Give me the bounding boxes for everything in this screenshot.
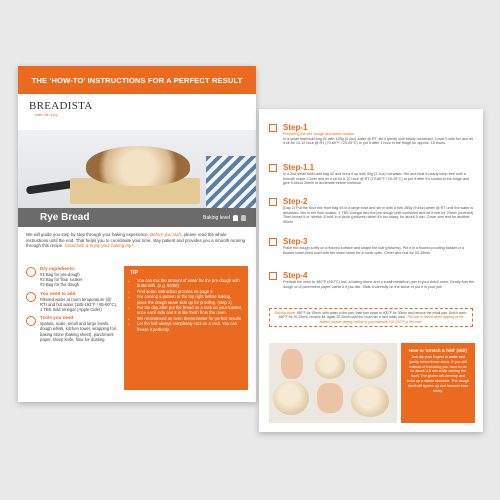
- tip-item: • Find some instruction pictures on page 3: [137, 289, 242, 294]
- baking-note: [269, 308, 473, 327]
- dough-image: [315, 353, 345, 379]
- brand-tagline: bake. life. a joy: [35, 113, 58, 117]
- step-checkbox[interactable]: [269, 238, 277, 246]
- step-1: [269, 123, 475, 146]
- brand-logo: [28, 100, 93, 124]
- step-3: [269, 237, 475, 255]
- recipe-title: Rye Bread: [40, 212, 90, 223]
- tip-box: [124, 266, 248, 390]
- dry-ingredient-item: #2 Bag for flour soaker: [40, 277, 83, 283]
- header-banner: [18, 66, 256, 94]
- step-1-1: [269, 163, 475, 186]
- stretch-fold-text: Just dip your fingers in water and gently follow these steps. If you still instead of kneading you have to do for about 4-5 min while circling the bowl. The gluten will develop and build up a stable structure. The dough itself will tighten up and become less sticky.: [407, 355, 469, 393]
- tip-item: • For carving a pattern at the top right before baking, place the dough seam side up for proofing. (step 3): [137, 294, 242, 305]
- step-text: In a small bowl add bag #1 with 125g (4.4oz) water @ RT, stir it gently until totally combined. Cover it with foil and let it sit for 10-12 hour @ RT (70-80°F / 20-25°C) or put it after 1 hour in the fridge for approx. 10 hours.: [283, 136, 473, 146]
- logo-letter: B: [29, 100, 37, 112]
- step-text: (Day 2) Put the flour mix from bag #3 in a large bowl and stir in with a fork 280g (9.8oz) water @ RT until the water is absorbed. Mix in the flour soaker, 1 TBS Vinegar and the pre-dough until combined and let it rest for 20min (covered). Then knead it or 'stretch & fold' in a circle (pictures) when it's too sticky, for about 5 min. Cover and rest for another 90min.: [283, 206, 475, 224]
- tools-section: [26, 315, 118, 342]
- step-subtitle: Preparing the pre-dough and water-soaker: [283, 132, 355, 136]
- brand-name: READISTA: [36, 100, 93, 112]
- whisk-icon: [26, 316, 36, 326]
- chef-hat-icon: [241, 215, 246, 221]
- dough-image: [351, 385, 389, 417]
- tip-list: [130, 278, 242, 332]
- bread-photo: [18, 130, 256, 208]
- step-2: [269, 197, 475, 224]
- step-text: In a 2nd small bowl add bag #2 and brew it up with 90g (3.2oz) hot water. Stir and beat it nearly lump-free until a smooth mash. Cover and let it sit for 6-10 hour @ RT (70-80°F / 20-25°C) or put it after it's cooled in the fridge and give it about 30min to acclimate before continue.: [283, 172, 470, 186]
- step-checkbox[interactable]: [269, 272, 277, 280]
- tip-item: • For the day after put the bread on a rack on your toaster, once each side and it is like fresh from the oven.: [137, 305, 242, 316]
- water-drop-icon: [26, 292, 36, 302]
- step-title: Step-2: [283, 197, 308, 206]
- ingredients-column: [26, 266, 118, 345]
- hand-image: [281, 349, 303, 379]
- tip-item: • Let the ball always completely cool on a rack. You can freeze it perfectly.: [137, 321, 242, 332]
- wheat-icon: [26, 267, 36, 277]
- tools-heading: Tools you need: [40, 315, 74, 321]
- step-title: Step-1: [283, 123, 308, 132]
- stretch-fold-heading: How to 'stretch & fold' (ski!): [409, 348, 467, 353]
- you-need-section: [26, 291, 118, 313]
- baking-note-tail: The loaf is baked when tapping at the bottom sounds deeply hollow or you measure 190-210°F in the core.: [319, 315, 464, 324]
- baking-note-lead: Baking stone:: [275, 311, 296, 315]
- step-checkbox[interactable]: [269, 164, 277, 172]
- step-text: Preheat the oven to 480°F (240°C) incl. a baking stone and a small metal/iron pan in your dutch oven. Gently turn the dough on a parchment paper, carve it if you like. Slide it carefully on the stone or put it in your pot!: [283, 280, 475, 289]
- intro-text: We will guide you step by step through your baking experience. Before you start, please read the whole instructions until the end. That helps you to coordinate your time, stay patient and provides you a smooth running through this recipe. Good luck & enjoy your baking trip!: [26, 232, 246, 249]
- dry-ingredient-item: #3 Bag for the dough: [40, 282, 80, 288]
- baking-level: [203, 215, 246, 221]
- stretch-fold-box: [401, 343, 475, 423]
- step-4: [269, 271, 475, 289]
- tip-heading: TIP: [130, 270, 138, 276]
- step-title: Step-4: [283, 271, 308, 280]
- baking-level-label: Baking level: [203, 214, 230, 221]
- step-checkbox[interactable]: [269, 124, 277, 132]
- tools-text: spatula, scale, small and large bowls, dough whisk, kitchen towel, wrapping foil, baking stone (baking sheet), parchment paper, sharp knife, flour for dusting: [40, 321, 117, 342]
- step-title: Step-1.1: [283, 163, 315, 172]
- instruction-card-front: [18, 66, 256, 402]
- dry-ingredients-section: [26, 266, 118, 288]
- tip-item: • We recommend an oven thermometer for perfect results: [137, 316, 242, 321]
- baking-note-text: 480°F for 15min, with water in the pan; than turn down to 400°F for 30min and remove the small pan. Dutch oven: 480°F for 20-25min, remove lid, again 20-30min until the crust has a nice rustic color.: [278, 311, 467, 320]
- dough-image: [273, 381, 309, 415]
- step-text: Place the dough softly on a floured surface and shape the loaf (pictures). Put it in a floured proofing basket or a floured towel-lined bowl with the seam down for a rustic optic. Cover and rest for 30-39min.: [283, 246, 465, 255]
- bread-loaf-image: [86, 146, 190, 186]
- stretch-fold-photos: [269, 343, 397, 423]
- recipe-title-bar: [18, 208, 256, 227]
- dry-ingredient-item: #1 Bag for pre-dough: [40, 272, 80, 277]
- instruction-card-back: [259, 109, 483, 432]
- step-title: Step-3: [283, 237, 308, 246]
- header-title: THE ‘HOW-TO’ INSTRUCTIONS FOR A PERFECT RESULT: [31, 75, 243, 85]
- kitchen-towel-image: [206, 156, 256, 208]
- dry-ingredients-heading: Dry ingredients:: [40, 266, 76, 271]
- hand-image: [317, 383, 343, 413]
- you-need-heading: You need to add: [40, 290, 76, 296]
- dough-image: [353, 349, 387, 379]
- tip-item: • You can mix the amount of water for the pre-dough with buttermilk. (e.g. 50/50): [137, 278, 242, 289]
- step-checkbox[interactable]: [269, 198, 277, 206]
- you-need-text: Filtered water at room temperature (@ RT) and hot water (185-193°F / 85-90°C), 1 TBS mild Vinegar (Apple Cider): [40, 296, 118, 313]
- chef-hat-icon: [233, 215, 238, 221]
